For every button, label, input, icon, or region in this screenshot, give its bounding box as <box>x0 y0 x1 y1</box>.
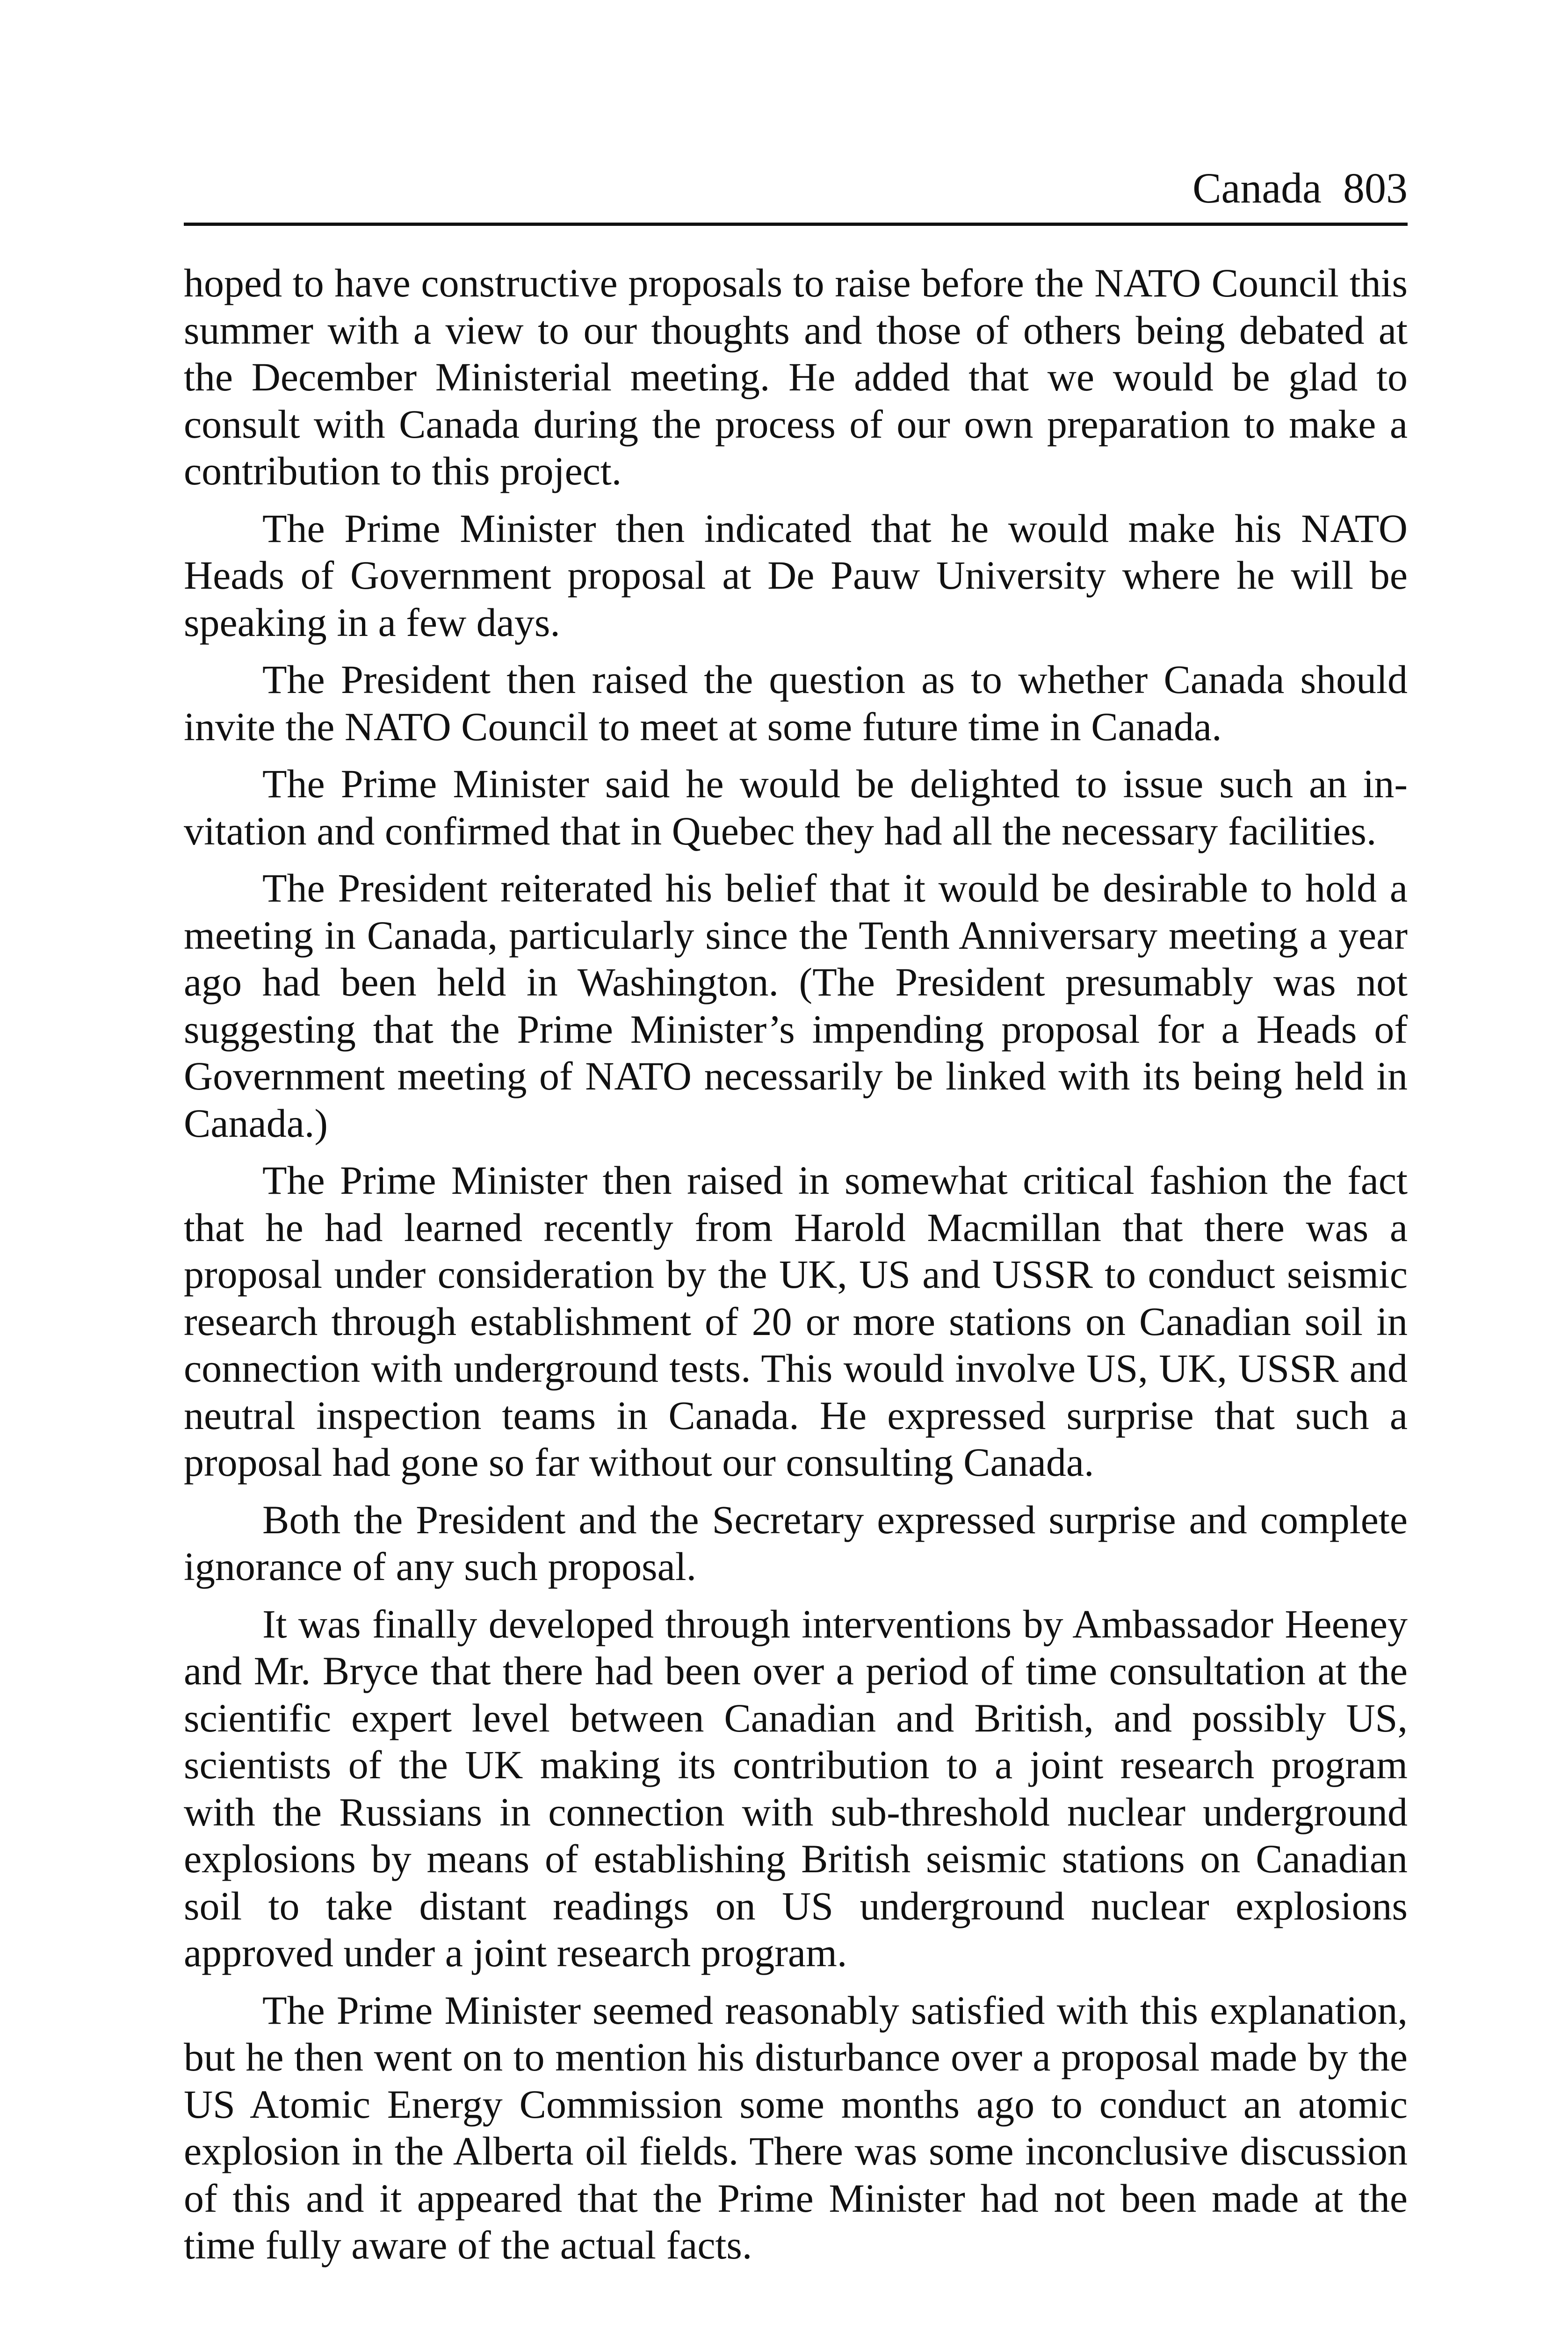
running-title: Canada <box>1192 164 1322 212</box>
paragraph: The Prime Minister then raised in somewhat critical fashion the fact that he had learned recently from Harold Macmillan that there was a proposal under consideration by the UK, US and USSR to conduct seismic research through establishment of 20 or more stations on Canadian soil in connection with underground tests. This would involve US, UK, USSR and neutral inspection teams in Canada. He expressed surprise that such a proposal had gone so far without our consulting Canada. <box>184 1158 1408 1485</box>
running-header <box>184 166 1408 226</box>
paragraph: The President then raised the question as to whether Canada should invite the NATO Council to meet at some future time in Canada. <box>184 657 1408 749</box>
paragraph: It was finally developed through interventions by Ambassador Heeney and Mr. Bryce that there had been over a period of time consultation at the scientific expert level between Canadian and British, and possibly US, scientists of the UK making its contribution to a joint research program with the Russians in connection with sub-threshold nuclear underground explosions by means of establishing British seismic stations on Canadian soil to take distant readings on US underground nuclear explosions approved under a joint research program. <box>184 1601 1408 1975</box>
page-number: 803 <box>1343 164 1408 212</box>
paragraph: The President reiterated his belief that it would be desirable to hold a meeting in Canada, particularly since the Tenth Anniversary meeting a year ago had been held in Washington. (The President presumably was not suggesting that the Prime Minister’s impending proposal for a Heads of Government meeting of NATO necessarily be linked with its being held in Canada.) <box>184 866 1408 1146</box>
body-text <box>184 260 1408 2279</box>
paragraph-continued: hoped to have constructive proposals to raise before the NATO Council this summer with a view to our thoughts and those of others being debated at the December Ministerial meeting. He added that we would be glad to consult with Canada during the process of our own preparation to make a contribution to this project. <box>184 260 1408 493</box>
paragraph: Both the President and the Secretary expressed surprise and complete ignorance of any such proposal. <box>184 1497 1408 1589</box>
paragraph: The Prime Minister then indicated that he would make his NATO Heads of Government proposal at De Pauw University where he will be speaking in a few days. <box>184 505 1408 645</box>
paragraph: The Prime Minister said he would be delighted to issue such an invitation and confirmed that in Quebec they had all the necessary facilities. <box>184 761 1408 853</box>
paragraph: The Prime Minister seemed reasonably satisfied with this explanation, but he then went on to mention his disturbance over a proposal made by the US Atomic Energy Commission some months ago to conduct an atomic explosion in the Alberta oil fields. There was some inconclusive discussion of this and it appeared that the Prime Minister had not been made at the time fully aware of the actual facts. <box>184 1987 1408 2267</box>
